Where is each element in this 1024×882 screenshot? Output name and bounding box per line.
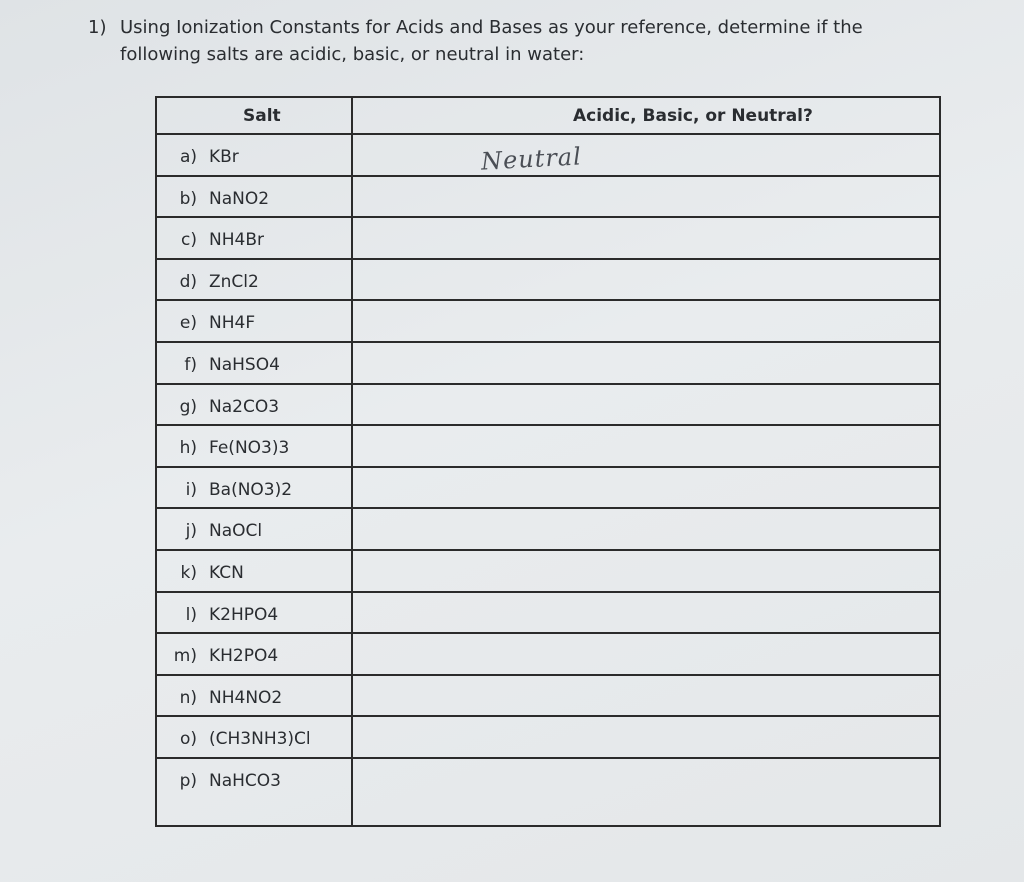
answer-cell[interactable]: [351, 384, 939, 426]
salt-formula: NaHCO3: [209, 770, 281, 791]
item-letter: p): [179, 770, 197, 791]
table-row: [157, 633, 939, 675]
question-text: Using Ionization Constants for Acids and Bases as your reference, determine if the following salts are acidic, basic, or neutral in water:: [120, 17, 863, 65]
item-letter: k): [180, 562, 197, 583]
table-row: [157, 467, 939, 509]
salt-label: [157, 634, 351, 666]
table-row: [157, 217, 939, 259]
salt-formula: NH4NO2: [209, 687, 283, 708]
answer-cell[interactable]: [351, 633, 939, 675]
answer-cell[interactable]: [351, 217, 939, 259]
salts-table: [157, 98, 939, 800]
answer-cell[interactable]: [351, 716, 939, 758]
salt-cell: [157, 300, 351, 342]
table-row: [157, 550, 939, 592]
answer-cell[interactable]: [351, 550, 939, 592]
answer-cell[interactable]: [351, 134, 939, 176]
answer-cell[interactable]: [351, 758, 939, 800]
salt-formula: KBr: [209, 147, 239, 167]
salt-label: [157, 218, 351, 250]
answer-cell[interactable]: [351, 467, 939, 509]
salt-label: [157, 426, 351, 458]
item-letter: d): [179, 271, 197, 292]
answer-cell[interactable]: [351, 259, 939, 301]
salt-cell: [157, 758, 351, 800]
answer-cell[interactable]: [351, 425, 939, 467]
salt-formula: KCN: [209, 562, 244, 583]
salt-formula: NaHSO4: [209, 354, 280, 375]
answer-cell[interactable]: [351, 300, 939, 342]
salt-formula: NaOCl: [209, 521, 263, 542]
table-row: [157, 342, 939, 384]
item-letter: j): [185, 521, 197, 542]
table-row: [157, 716, 939, 758]
salts-table-frame: [155, 96, 941, 827]
item-letter: a): [179, 147, 197, 167]
salt-cell: [157, 384, 351, 426]
salt-formula: Fe(NO3)3: [209, 438, 290, 459]
salt-label: [157, 301, 351, 333]
answer-column-header: Acidic, Basic, or Neutral?: [573, 105, 813, 126]
salt-label: [157, 717, 351, 749]
item-letter: c): [181, 230, 197, 251]
item-letter: l): [185, 604, 197, 625]
handwritten-answer: Neutral: [480, 142, 583, 176]
salt-label: [157, 177, 351, 209]
item-letter: f): [184, 354, 197, 375]
salt-formula: NH4F: [209, 313, 256, 334]
salt-cell: [157, 425, 351, 467]
salt-cell: [157, 675, 351, 717]
salt-cell: [157, 633, 351, 675]
salt-label: [157, 385, 351, 417]
salt-label: [157, 676, 351, 708]
table-row: [157, 384, 939, 426]
salt-cell: [157, 508, 351, 550]
answer-cell[interactable]: [351, 342, 939, 384]
table-row: [157, 758, 939, 800]
table-row: [157, 675, 939, 717]
item-letter: m): [173, 646, 197, 667]
salt-formula: ZnCl2: [209, 271, 259, 292]
table-row: [157, 508, 939, 550]
salt-cell: [157, 217, 351, 259]
salt-cell: [157, 134, 351, 176]
table-row: [157, 176, 939, 218]
table-header-row: [157, 98, 939, 134]
salt-cell: [157, 716, 351, 758]
salt-formula: (CH3NH3)Cl: [209, 729, 311, 750]
salt-formula: Na2CO3: [209, 396, 280, 417]
table-row: [157, 134, 939, 176]
item-letter: b): [179, 188, 197, 209]
salt-label: [157, 343, 351, 375]
item-letter: i): [185, 479, 197, 500]
salt-cell: [157, 176, 351, 218]
salt-label: [157, 468, 351, 500]
answer-cell[interactable]: [351, 592, 939, 634]
salt-cell: [157, 259, 351, 301]
question-number: 1): [88, 17, 107, 38]
item-letter: e): [179, 313, 197, 334]
salt-label: [157, 759, 351, 791]
answer-cell[interactable]: [351, 508, 939, 550]
salt-label: [157, 509, 351, 541]
salt-label: [157, 551, 351, 583]
item-letter: g): [179, 396, 197, 417]
salt-cell: [157, 592, 351, 634]
table-row: [157, 259, 939, 301]
salt-formula: NH4Br: [209, 230, 264, 251]
salt-cell: [157, 467, 351, 509]
table-row: [157, 592, 939, 634]
salt-cell: [157, 342, 351, 384]
table-row: [157, 300, 939, 342]
answer-cell[interactable]: [351, 675, 939, 717]
salt-formula: K2HPO4: [209, 604, 279, 625]
answer-cell[interactable]: [351, 176, 939, 218]
table-body: [157, 134, 939, 800]
item-letter: n): [179, 687, 197, 708]
salt-column-header: Salt: [243, 105, 281, 126]
salt-formula: KH2PO4: [209, 646, 279, 667]
salt-formula: Ba(NO3)2: [209, 479, 293, 500]
table-row: [157, 425, 939, 467]
item-letter: o): [179, 729, 197, 750]
salt-label: [157, 593, 351, 625]
salt-formula: NaNO2: [209, 188, 270, 209]
salt-label: [157, 260, 351, 292]
salt-label: [157, 135, 351, 167]
item-letter: h): [179, 438, 197, 459]
salt-cell: [157, 550, 351, 592]
